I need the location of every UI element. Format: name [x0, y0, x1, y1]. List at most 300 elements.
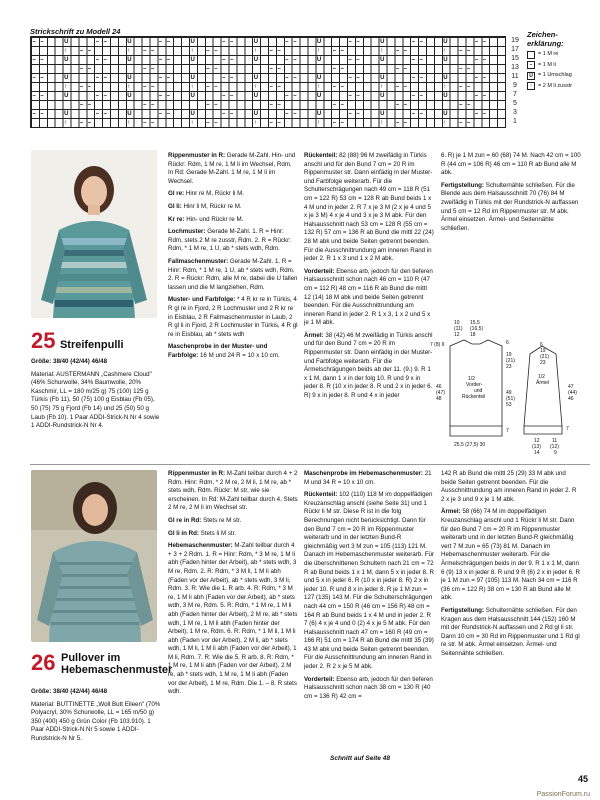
chart-cell-symbol: U — [253, 74, 259, 81]
chart-cell-symbol: – — [87, 119, 92, 126]
chart-cell-symbol: – — [40, 74, 44, 81]
schema-label: 10 — [454, 320, 460, 326]
chart-cell-symbol: U — [316, 74, 322, 81]
schema-label: 47 — [568, 384, 574, 390]
chart-cell-symbol: – — [293, 74, 297, 81]
chart-cell-symbol: – — [419, 56, 423, 63]
chart-cell-symbol: – — [151, 47, 155, 54]
schema-label: (12) — [550, 444, 559, 450]
legend-label: = 1 M li — [538, 61, 556, 68]
legend-item — [527, 82, 597, 90]
chart-cell-symbol: – — [269, 101, 273, 108]
chart-cell-symbol: – — [277, 119, 281, 126]
chart-row-number: 5 — [513, 100, 517, 107]
chart-cell-symbol: – — [356, 110, 360, 117]
chart-cell-symbol: – — [151, 119, 155, 126]
schema-label: 6 — [540, 342, 543, 348]
paragraph: Ärmel: 58 (66) 74 M im doppelfädigen Kreuzanschlag anschl und 1 Rückr li M str. Dann für den Bund 7 cm = 20 R im Rippenmuster weiterarb und in der letzten Bund-R gleichmäßig vert 7 M zun = 65 (73) 81 M. Danach im Hebemaschenmuster weiterarb. Für die Ärmelschrägungen beids in der 9. R 1 x 1 M, dann 6 (9) 13 x in jeder 8. R und 9 R (6) 2 x in jeder 6. R je 1 M zun = 97 (105) 113 M. Nach 34 cm = 116 R (36 cm = 122 R) 38 cm = 130 R ab Bund alle M abk. — [441, 508, 580, 602]
chart-cell-symbol: – — [340, 65, 344, 72]
chart-cell-symbol: – — [356, 38, 360, 45]
legend-symbol-icon: – — [527, 61, 535, 69]
chart-cell-symbol: – — [40, 110, 44, 117]
chart-cell-symbol: – — [332, 47, 337, 54]
schema-label: 46 — [568, 396, 574, 402]
schema-label: 14 — [534, 450, 540, 456]
chart-cell-symbol: – — [459, 65, 463, 72]
schema-label: Rückenteil — [462, 394, 486, 400]
chart-cell-symbol: – — [293, 110, 297, 117]
schema-label: 9 — [554, 450, 557, 456]
chart-cell-symbol: U — [443, 92, 448, 99]
chart-cell-symbol: – — [214, 83, 218, 90]
chart-cell-symbol: U — [380, 74, 385, 81]
chart-cell-symbol: – — [356, 74, 360, 81]
legend-item — [527, 61, 597, 69]
chart-cell-symbol: – — [166, 74, 171, 81]
schema-label: 19 — [506, 352, 512, 358]
model-26-col2 — [168, 470, 298, 701]
chart-row-number: 11 — [511, 73, 519, 80]
paragraph: Rückenteil: 82 (88) 96 M zweifädig in Türkis anschl und für den Bund 7 cm = 20 R im Rippenmuster str. Dann einfädig in der Muster- und Farbfolge weiterarb. Für die Schulterschrägungen nach 49 cm = 118 R (51 cm = 122 R) 53 cm = 128 R ab Bund beids 1 x 4 M und in jeder 2. R 7 x je 3 M (2 x je 4 und 5 x je 3 M) 4 x je 4 und 3 x je 3 M abk. Für den Halsausschnitt nach 53 cm = 128 R (55 cm = 132 R) 57 cm = 136 R ab Bund die mittl 22 (24) 28 M abk und beide Seiten getrennt beenden. Für die Ausschnittrundung am inneren Rand in jeder 2. R 1 x 3 und 1 x 2 M abk. — [304, 152, 434, 263]
chart-cell-symbol: – — [356, 92, 360, 99]
chart-cell-symbol: U — [64, 38, 69, 45]
chart-cell-symbol: – — [206, 101, 210, 108]
chart-cell-symbol: – — [348, 38, 352, 45]
legend-symbol-icon: ↑ — [527, 82, 535, 90]
paragraph: Maschenprobe im Hebemaschenmuster: 21 M und 34 R = 10 x 10 cm. — [304, 470, 432, 486]
chart-cell-symbol: – — [166, 110, 171, 117]
schema-label: (11) — [454, 326, 463, 332]
schema-label: und — [474, 388, 483, 394]
chart-cell-symbol: – — [293, 56, 297, 63]
legend-item — [527, 51, 597, 59]
chart-cell-symbol: – — [395, 65, 400, 72]
chart-cell-symbol: ↑ — [443, 83, 447, 90]
chart-cell-symbol: ↑ — [64, 119, 68, 126]
schema-label: 7 — [506, 428, 509, 434]
chart-cell-symbol: – — [411, 38, 416, 45]
chart-cell-symbol: – — [143, 101, 147, 108]
chart-cell-symbol: – — [32, 92, 36, 99]
chart-cell-symbol: – — [474, 92, 479, 99]
chart-cell-symbol: – — [222, 38, 226, 45]
chart-row-number: 15 — [511, 55, 519, 62]
schema-label: 23 — [506, 364, 512, 370]
chart-cell-symbol: U — [443, 110, 448, 117]
chart-cell-symbol: ↑ — [443, 47, 447, 54]
model-name-line1: Pullover im — [61, 652, 121, 664]
schema-label: 23 — [540, 360, 546, 366]
chart-cell-symbol: – — [482, 110, 487, 117]
chart-cell-symbol: – — [467, 83, 471, 90]
material-text: Material: BUTTINETTE „Woll Butt Eileen" (70% Polyacryl, 30% Schurwolle, LL = 165 m/50 g) 350 (400) 450 g Grün Color (Fb 103.910). 1 Paar ADDI-Strick-N Nr 5 sowie 1 ADDI-Rundstrick-N Nr 5. — [31, 700, 161, 742]
chart-cell-symbol: – — [348, 92, 352, 99]
paragraph: Kr re: Hin- und Rückr re M. — [168, 215, 244, 223]
chart-cell-symbol: – — [40, 38, 44, 45]
chart-cell-symbol: – — [206, 47, 210, 54]
chart-cell-symbol: – — [151, 65, 155, 72]
chart-cell-symbol: – — [467, 119, 471, 126]
legend-symbol-icon — [527, 51, 535, 59]
chart-cell-symbol: U — [190, 110, 195, 117]
schema-label: 25,5 (27,5) 30 — [454, 442, 486, 448]
chart-cell-symbol: – — [206, 65, 210, 72]
model-name-line2: Hebemaschenmuster — [61, 664, 173, 676]
chart-cell-symbol: – — [158, 38, 163, 45]
chart-cell-symbol: – — [293, 92, 297, 99]
model-25-col2 — [168, 152, 298, 364]
paragraph: Fertigstellung: Schulternähte schließen. Für die Blende aus dem Halsausschnitt 70 (76) 84 M zweifädig in Türkis mit der Rundstrick-N auffassen und 5 cm = 12 Rd im Rippenmuster str. M abk. Ärmel einsetzen. Ärmel- und Seitennähte schließen. — [441, 181, 579, 232]
chart-cell-symbol: – — [79, 65, 84, 72]
chart-cell-symbol: – — [356, 56, 360, 63]
chart-cell-symbol: U — [316, 56, 322, 63]
chart-cell-symbol: – — [403, 119, 408, 126]
chart-cell-symbol: ↑ — [190, 83, 194, 90]
chart-cell-symbol: – — [79, 47, 84, 54]
chart-cell-symbol: ↑ — [190, 47, 194, 54]
chart-cell-symbol: – — [87, 101, 92, 108]
chart-cell-symbol: – — [269, 47, 273, 54]
chart-cell-symbol: – — [285, 110, 289, 117]
model-26-info — [31, 688, 161, 748]
legend-label: = 1 M re — [538, 51, 559, 57]
chart-cell-symbol: U — [253, 56, 259, 63]
chart-cell-symbol: – — [403, 65, 408, 72]
legend-symbol-icon: U — [527, 72, 535, 80]
schema-label: 12 — [454, 332, 460, 338]
chart-cell-symbol: – — [459, 119, 463, 126]
chart-cell-symbol: – — [482, 92, 487, 99]
chart-cell-symbol: U — [380, 110, 385, 117]
schematic-diagram — [430, 316, 590, 456]
paragraph: Vorderteil: Ebenso arb, jedoch für den tieferen Halsausschnitt schon nach 46 cm = 110 R (47 cm = 112 R) 48 cm = 116 R ab Bund die mittl 12 (14) 18 M abk und beide Seiten getrennt beenden. Für die Ausschnittrundung am inneren Rand in jeder 2. R 1 x 3, 1 x 2 und 5 x je 1 M abk. — [304, 267, 433, 327]
chart-cell-symbol: U — [127, 38, 132, 45]
chart-cell-symbol: – — [340, 47, 344, 54]
chart-cell-symbol: – — [222, 56, 226, 63]
schema-label: (13) — [532, 444, 541, 450]
chart-row-number: 7 — [513, 91, 517, 98]
chart-cell-symbol: – — [403, 47, 408, 54]
chart-row-number: 13 — [511, 64, 519, 71]
paragraph: Maschenprobe in der Muster- und Farbfolge: 16 M und 24 R = 10 x 10 cm. — [168, 343, 280, 359]
chart-cell-symbol: – — [143, 65, 147, 72]
chart-cell-symbol: – — [214, 119, 218, 126]
knitting-chart-grid — [30, 36, 506, 128]
chart-cell-symbol: U — [316, 92, 322, 99]
chart-cell-symbol: – — [269, 83, 273, 90]
chart-cell-symbol: U — [253, 92, 259, 99]
chart-cell-symbol: – — [230, 92, 234, 99]
chart-cell-symbol: – — [32, 38, 36, 45]
chart-cell-symbol: ↑ — [190, 119, 194, 126]
chart-cell-symbol: – — [79, 83, 84, 90]
chart-cell-symbol: – — [348, 110, 352, 117]
paragraph: Rippenmuster in R: Gerade M-Zahl. Hin- und Rückr: Rdm, 1 M re, 1 M li im Wechsel, Rdm. In Rd: Gerade M-Zahl. 1 M re, 1 M li im Wechsel. — [168, 152, 296, 185]
chart-cell-symbol: – — [230, 110, 234, 117]
schema-label: 18 — [470, 332, 476, 338]
chart-cell-symbol: – — [285, 38, 289, 45]
chart-cell-symbol: – — [340, 83, 344, 90]
chart-cell-symbol: – — [32, 74, 36, 81]
chart-row-number: 1 — [513, 118, 517, 125]
chart-cell-symbol: – — [474, 74, 479, 81]
paragraph: Rippenmuster in R: M-Zahl teilbar durch 4 + 2 Rdm. Hinr: Rdm, * 2 M re, 2 M li, 1 M re, ab * stets wdh, Rdm. Rückr: M str, wie sie erscheinen. In Rd: M-Zahl teilbar durch 4. Stets 2 M re, 2 M li im Wechsel str. — [168, 470, 298, 512]
chart-cell-symbol: – — [222, 92, 226, 99]
chart-cell-symbol: – — [269, 65, 273, 72]
chart-cell-symbol: – — [419, 38, 423, 45]
chart-cell-symbol: – — [285, 74, 289, 81]
chart-cell-symbol: – — [340, 119, 344, 126]
chart-cell-symbol: – — [103, 38, 107, 45]
chart-cell-symbol: – — [459, 47, 463, 54]
chart-cell-symbol: – — [79, 101, 84, 108]
chart-cell-symbol: – — [403, 83, 408, 90]
chart-cell-symbol: – — [143, 47, 147, 54]
chart-cell-symbol: – — [277, 83, 281, 90]
chart-cell-symbol: ↑ — [253, 83, 257, 90]
chart-cell-symbol: – — [459, 83, 463, 90]
chart-cell-symbol: – — [95, 56, 100, 63]
size-text: Größe: 38/40 (42/44) 46/48 — [31, 688, 108, 695]
schema-label: 7 — [566, 426, 569, 432]
chart-cell-symbol: – — [348, 74, 352, 81]
schema-label: (51) — [506, 396, 515, 402]
chart-cell-symbol: U — [190, 92, 195, 99]
schema-label: 53 — [506, 402, 512, 408]
chart-cell-symbol: – — [395, 101, 400, 108]
paragraph: Fertigstellung: Schulternähte schließen. Für den Kragen aus dem Halsausschnitt 144 (152) 160 M mit der Rundstrick-N auffassen und 2 Rd gl li str. Dann 10 cm = 30 Rd im Rippenmuster und 1 Rd gl re str. M abk. Ärmel einsetzen. Ärmel- und Seitennähte schließen. — [441, 606, 580, 657]
chart-cell-symbol: – — [103, 56, 107, 63]
chart-cell-symbol: – — [87, 83, 92, 90]
chart-cell-symbol: – — [158, 110, 163, 117]
chart-cell-symbol: U — [316, 38, 322, 45]
chart-cell-symbol: – — [348, 56, 352, 63]
chart-cell-symbol: – — [230, 74, 234, 81]
model-25-col4 — [441, 152, 581, 237]
schema-label: 15,5 — [470, 320, 480, 326]
chart-cell-symbol: U — [380, 38, 385, 45]
chart-cell-symbol: – — [95, 74, 100, 81]
chart-cell-symbol: U — [443, 56, 448, 63]
chart-cell-symbol: – — [459, 101, 463, 108]
chart-cell-symbol: ↑ — [380, 47, 384, 54]
chart-row-numbers — [508, 36, 522, 126]
chart-cell-symbol: U — [64, 74, 69, 81]
chart-cell-symbol: – — [230, 56, 234, 63]
chart-cell-symbol: U — [380, 56, 385, 63]
legend-label: = 1 Umschlag — [538, 72, 572, 78]
chart-cell-symbol: – — [95, 110, 100, 117]
chart-cell-symbol: – — [206, 83, 210, 90]
chart-cell-symbol: ↑ — [316, 119, 320, 126]
paragraph: Gl re: Hinr re M, Rückr li M. — [168, 190, 244, 198]
chart-cell-symbol: – — [419, 74, 423, 81]
chart-cell-symbol: – — [87, 65, 92, 72]
chart-cell-symbol: – — [143, 119, 147, 126]
schema-label: (21) — [540, 354, 549, 360]
schema-label: (47) — [436, 390, 445, 396]
chart-cell-symbol: ↑ — [127, 83, 131, 90]
pattern-reference: Schnitt auf Seite 48 — [330, 755, 390, 762]
chart-row-number: 17 — [511, 46, 519, 53]
schema-label: 48 — [436, 396, 442, 402]
chart-cell-symbol: – — [230, 38, 234, 45]
chart-cell-symbol: – — [482, 56, 487, 63]
chart-cell-symbol: – — [87, 47, 92, 54]
chart-cell-symbol: – — [158, 56, 163, 63]
model-26-col3 — [304, 470, 434, 705]
chart-cell-symbol: – — [467, 47, 471, 54]
chart-cell-symbol: U — [190, 74, 195, 81]
section-divider — [30, 464, 590, 465]
chart-cell-symbol: ↑ — [64, 47, 68, 54]
chart-cell-symbol: – — [40, 56, 44, 63]
chart-cell-symbol: U — [190, 56, 195, 63]
chart-cell-symbol: – — [285, 56, 289, 63]
chart-cell-symbol: – — [166, 56, 171, 63]
chart-cell-symbol: – — [206, 119, 210, 126]
chart-cell-symbol: – — [332, 101, 337, 108]
schema-label: 1/2 — [538, 374, 545, 380]
chart-cell-symbol: – — [222, 110, 226, 117]
paragraph: Muster- und Farbfolge: * 4 R kr re in Türkis, 4 R gl re in Fjord, 2 R Lochmuster und 2 R kr re in Eisblau, 2 R Fallmaschenmuster in Laub, 2 R gl li in Fjord, 2 R Lochmuster in Türkis, 4 R gl re in Eisblau, ab * stets wdh — [168, 296, 298, 338]
paragraph: Vorderteil: Ebenso arb, jedoch für den tieferen Halsausschnitt schon nach 38 cm = 130 R (40 cm = 136 R) 42 cm = — [304, 675, 433, 700]
model-number: 25 — [31, 328, 56, 353]
chart-cell-symbol: – — [482, 38, 487, 45]
chart-cell-symbol: – — [395, 119, 400, 126]
chart-cell-symbol: – — [467, 101, 471, 108]
paragraph: Gl li: Hinr li M, Rückr re M. — [168, 202, 242, 210]
chart-cell-symbol: ↑ — [127, 119, 131, 126]
chart-title: Strickschrift zu Modell 24 — [30, 27, 121, 36]
chart-cell-symbol: – — [95, 38, 100, 45]
chart-cell-symbol: U — [253, 110, 259, 117]
chart-cell-symbol: – — [474, 110, 479, 117]
chart-cell-symbol: U — [190, 38, 195, 45]
schema-label: 7 (8) 9 — [430, 342, 445, 348]
chart-cell-symbol: ↑ — [316, 83, 320, 90]
legend-title: Zeichen- erklärung: — [527, 30, 564, 48]
paragraph: Lochmuster: Gerade M-Zahl. 1. R = Hinr: Rdm, stets 2 M re zusstr, Rdm. 2. R = Rückr: Rdm, * 1 M re, 1 U, ab * stets wdh, Rdm. — [168, 228, 291, 253]
chart-cell-symbol: – — [103, 110, 107, 117]
paragraph: Gl re in Rd: Stets re M str. — [168, 516, 242, 524]
chart-cell-symbol: – — [482, 74, 487, 81]
chart-cell-symbol: ↑ — [64, 83, 68, 90]
chart-cell-symbol: – — [32, 110, 36, 117]
chart-row-number: 3 — [513, 109, 517, 116]
chart-cell-symbol: – — [269, 119, 273, 126]
chart-cell-symbol: ↑ — [380, 83, 384, 90]
chart-cell-symbol: U — [443, 74, 448, 81]
chart-cell-symbol: – — [332, 119, 337, 126]
chart-cell-symbol: U — [380, 92, 385, 99]
watermark: PassionForum.ru — [536, 791, 590, 798]
chart-cell-symbol: – — [151, 101, 155, 108]
chart-cell-symbol: – — [411, 110, 416, 117]
chart-cell-symbol: – — [151, 83, 155, 90]
chart-cell-symbol: U — [64, 92, 69, 99]
model-26-heading — [31, 650, 173, 676]
schema-label: (16,5) — [470, 326, 484, 332]
chart-cell-symbol: – — [293, 38, 297, 45]
chart-cell-symbol: ↑ — [316, 47, 320, 54]
chart-cell-symbol: U — [127, 74, 132, 81]
chart-cell-symbol: ↑ — [127, 47, 131, 54]
schema-label: 1/2 — [468, 376, 475, 382]
chart-cell-symbol: – — [103, 74, 107, 81]
size-text: Größe: 38/40 (42/44) 46/48 — [31, 358, 108, 365]
schema-label: 6 — [506, 340, 509, 346]
chart-cell-symbol: – — [411, 56, 416, 63]
chart-cell-symbol: – — [166, 38, 171, 45]
chart-cell-symbol: – — [166, 92, 171, 99]
chart-cell-symbol: – — [277, 65, 281, 72]
model-25-info — [31, 358, 161, 435]
chart-cell-symbol: U — [127, 92, 132, 99]
model-25-col3 — [304, 152, 434, 405]
schema-label: 11 — [552, 438, 558, 444]
material-text: Material: AUSTERMANN „Cashmere Cloud" (46% Schurwolle, 34% Baumwolle, 20% Kaschmir, LL = 180 m/25 g) 75 (100) 125 g Türkis (Fb 11), 50 (75) 100 g Eisblau (Fb 05), 50 (75) 75 g Fjord (Fb 14) und 25 (50) 50 g Laub (Fb 10). 1 Paar ADDI-Strick-N Nr 4 sowie 1 ADDI-Rundstrick-N Nr 4. — [31, 370, 160, 430]
model-26-col4 — [441, 470, 581, 662]
schema-label: Vorder- — [466, 382, 483, 388]
paragraph: 142 R ab Bund die mittl 25 (29) 33 M abk und beide Seiten getrennt beenden. Für die Ausschnittrundung am inneren Rand in jeder 2. R 2 x je 3 und 9 x je 1 M abk. — [441, 470, 577, 503]
chart-cell-symbol: – — [214, 47, 218, 54]
chart-cell-symbol: U — [64, 110, 69, 117]
chart-cell-symbol: – — [395, 47, 400, 54]
model-number: 26 — [31, 650, 56, 675]
paragraph: Gl li in Rd: Stets li M str. — [168, 529, 237, 537]
chart-cell-symbol: – — [419, 110, 423, 117]
chart-cell-symbol: – — [277, 101, 281, 108]
model-25-photo — [31, 150, 157, 318]
chart-cell-symbol: – — [40, 92, 44, 99]
chart-cell-symbol: – — [95, 92, 100, 99]
model-26-photo — [31, 470, 157, 642]
chart-cell-symbol: – — [474, 38, 479, 45]
schema-label: 12 — [534, 438, 540, 444]
chart-cell-symbol: – — [419, 92, 423, 99]
chart-legend — [527, 30, 597, 90]
chart-cell-symbol: U — [127, 110, 132, 117]
model-name: Streifenpulli — [59, 339, 124, 351]
schema-label: Ärmel — [536, 380, 550, 386]
paragraph: Fallmaschenmuster: Gerade M-Zahl. 1. R = Hinr: Rdm, * 1 M re, 1 U, ab * stets wdh, Rdm. 2. R = Rückr: Rdm, alle M re, dabei die U fallen lassen und die M langziehen, Rdm. — [168, 257, 298, 291]
chart-cell-symbol: – — [411, 92, 416, 99]
chart-cell-symbol: – — [79, 119, 84, 126]
chart-cell-symbol: – — [222, 74, 226, 81]
chart-row-number: 19 — [511, 37, 519, 44]
chart-cell-symbol: – — [103, 92, 107, 99]
chart-cell-symbol: U — [316, 110, 322, 117]
paragraph: 6. R) je 1 M zun = 60 (68) 74 M. Nach 42 cm = 100 R (44 cm = 106 R) 46 cm = 110 R ab Bund alle M abk. — [441, 152, 581, 177]
chart-cell-symbol: – — [214, 65, 218, 72]
chart-cell-symbol: – — [332, 65, 337, 72]
chart-cell-symbol: – — [467, 65, 471, 72]
chart-cell-symbol: – — [158, 92, 163, 99]
chart-cell-symbol: – — [403, 101, 408, 108]
chart-cell-symbol: ↑ — [443, 119, 447, 126]
page-number: 45 — [577, 774, 588, 784]
chart-cell-symbol: U — [64, 56, 69, 63]
schema-label: 19 — [540, 348, 546, 354]
chart-cell-symbol: – — [285, 92, 289, 99]
chart-cell-symbol: – — [474, 56, 479, 63]
chart-cell-symbol: – — [395, 83, 400, 90]
chart-cell-symbol: U — [443, 38, 448, 45]
chart-cell-symbol: – — [411, 74, 416, 81]
schema-label: 46 — [436, 384, 442, 390]
chart-cell-symbol: – — [214, 101, 218, 108]
